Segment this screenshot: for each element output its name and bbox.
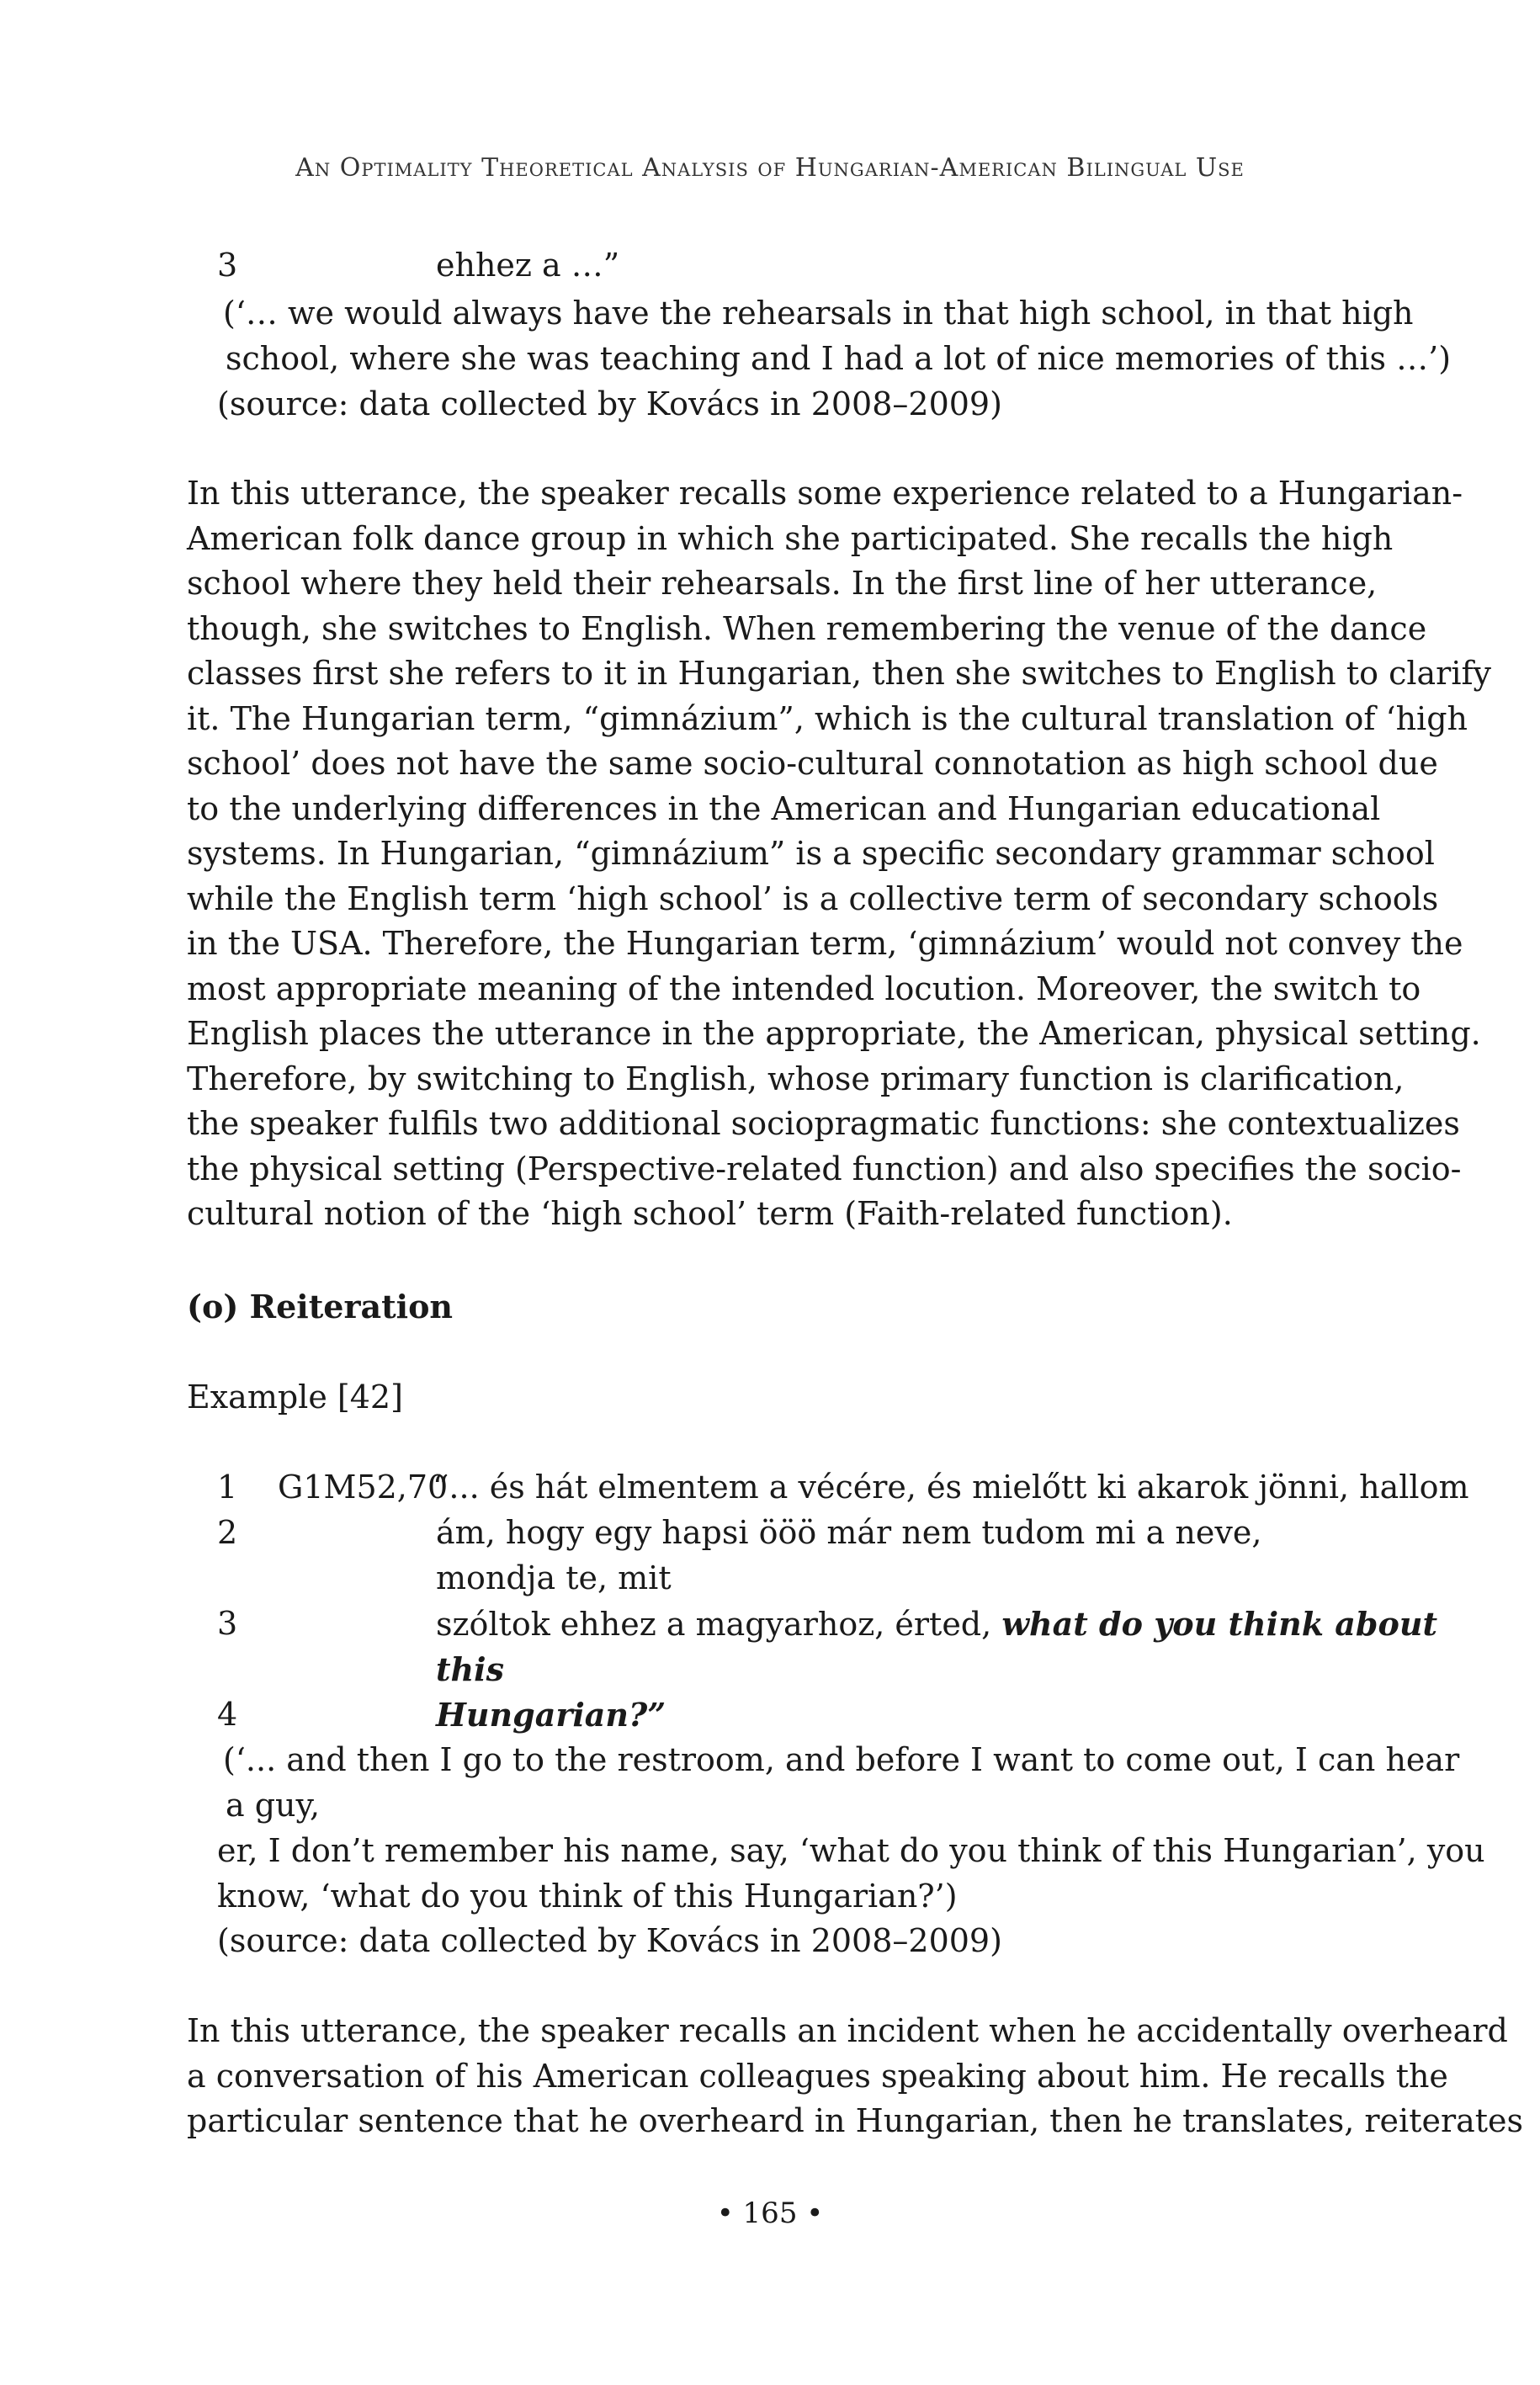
paragraph-line: classes first she refers to it in Hungarian, then she switches to English to clarify: [187, 655, 1492, 692]
translation-line: er, I don’t remember his name, say, ‘what do you think of this Hungarian’, you: [217, 1832, 1485, 1869]
example-translation-cont: [217, 1829, 1485, 1964]
paragraph-line: the physical setting (Perspective-related function) and also specifies the socio-: [187, 1150, 1462, 1187]
paragraph-line: cultural notion of the ‘high school’ term (Faith-related function).: [187, 1195, 1233, 1232]
paragraph-line: in the USA. Therefore, the Hungarian term, ‘gimnázium’ would not convey the: [187, 925, 1463, 962]
example-speaker: G1M52,70: [278, 1469, 449, 1506]
translation-line: (‘... and then I go to the restroom, and before I want to come out, I can hear: [223, 1741, 1460, 1778]
section-heading: (o) Reiteration: [187, 1288, 454, 1325]
paragraph-1: [187, 471, 1492, 1237]
paragraph-line: most appropriate meaning of the intended locution. Moreover, the switch to: [187, 969, 1421, 1007]
example-line-text: mondja te, mit: [436, 1559, 672, 1596]
excerpt-source: (source: data collected by Kovács in 2008–2009): [217, 385, 1002, 422]
example-emphasis: Hungarian?”: [436, 1696, 666, 1734]
paragraph-line: a conversation of his American colleagues speaking about him. He recalls the: [187, 2057, 1448, 2095]
translation-line: (‘… we would always have the rehearsals in that high school, in that high: [223, 295, 1414, 332]
paragraph-line: though, she switches to English. When remembering the venue of the dance: [187, 609, 1427, 647]
excerpt-line-number: 3: [217, 247, 238, 284]
example-line-number: 3: [217, 1605, 238, 1642]
paragraph-line: the speaker fulfils two additional sociopragmatic functions: she contextualizes: [187, 1105, 1460, 1142]
paragraph-line: while the English term ‘high school’ is a collective term of secondary schools: [187, 879, 1439, 917]
paragraph-line: Therefore, by switching to English, whose primary function is clarification,: [187, 1060, 1405, 1097]
excerpt-translation: [223, 291, 1452, 381]
example-line-number: 2: [217, 1514, 238, 1551]
paragraph-line: In this utterance, the speaker recalls some experience related to a Hungarian-: [187, 475, 1463, 512]
paragraph-line: particular sentence that he overheard in Hungarian, then he translates, reiterates: [187, 2102, 1524, 2139]
paragraph-line: school where they held their rehearsals. In the first line of her utterance,: [187, 565, 1378, 602]
paragraph-line: systems. In Hungarian, “gimnázium” is a specific secondary grammar school: [187, 835, 1435, 872]
example-line-text: szóltok ehhez a magyarhoz, érted,: [436, 1606, 992, 1643]
example-line-number: 4: [217, 1696, 238, 1733]
paragraph-line: In this utterance, the speaker recalls an incident when he accidentally overheard: [187, 2012, 1508, 2049]
paragraph-line: American folk dance group in which she participated. She recalls the high: [187, 519, 1394, 557]
example-emphasis: this: [436, 1650, 505, 1688]
page-number: • 165 •: [716, 2196, 824, 2230]
example-line-text: “... és hát elmentem a vécére, és mielőtt ki akarok jönni, hallom: [433, 1469, 1469, 1506]
paragraph-line: school’ does not have the same socio-cultural connotation as high school due: [187, 745, 1438, 782]
paragraph-2: [187, 2009, 1524, 2144]
example-line-text: ám, hogy egy hapsi ööö már nem tudom mi a neve,: [436, 1514, 1262, 1551]
running-head: An Optimality Theoretical Analysis of Hungarian-American Bilingual Use: [295, 153, 1245, 183]
translation-line: school, where she was teaching and I had a lot of nice memories of this …’): [226, 339, 1452, 377]
translation-line: know, ‘what do you think of this Hungarian?’): [217, 1877, 958, 1915]
example-line: [436, 1602, 1437, 1648]
excerpt-line-text: ehhez a …”: [436, 247, 620, 284]
translation-line: a guy,: [226, 1786, 321, 1824]
paragraph-line: it. The Hungarian term, “gimnázium”, which is the cultural translation of ‘high: [187, 699, 1468, 737]
paragraph-line: to the underlying differences in the American and Hungarian educational: [187, 789, 1381, 827]
example-translation: [223, 1738, 1460, 1828]
example-emphasis: what do you think about: [1001, 1605, 1438, 1643]
example-line-number: 1: [217, 1469, 238, 1506]
example-label: Example [42]: [187, 1378, 403, 1416]
example-source: (source: data collected by Kovács in 2008–2009): [217, 1922, 1002, 1959]
paragraph-line: English places the utterance in the appropriate, the American, physical setting.: [187, 1015, 1481, 1052]
